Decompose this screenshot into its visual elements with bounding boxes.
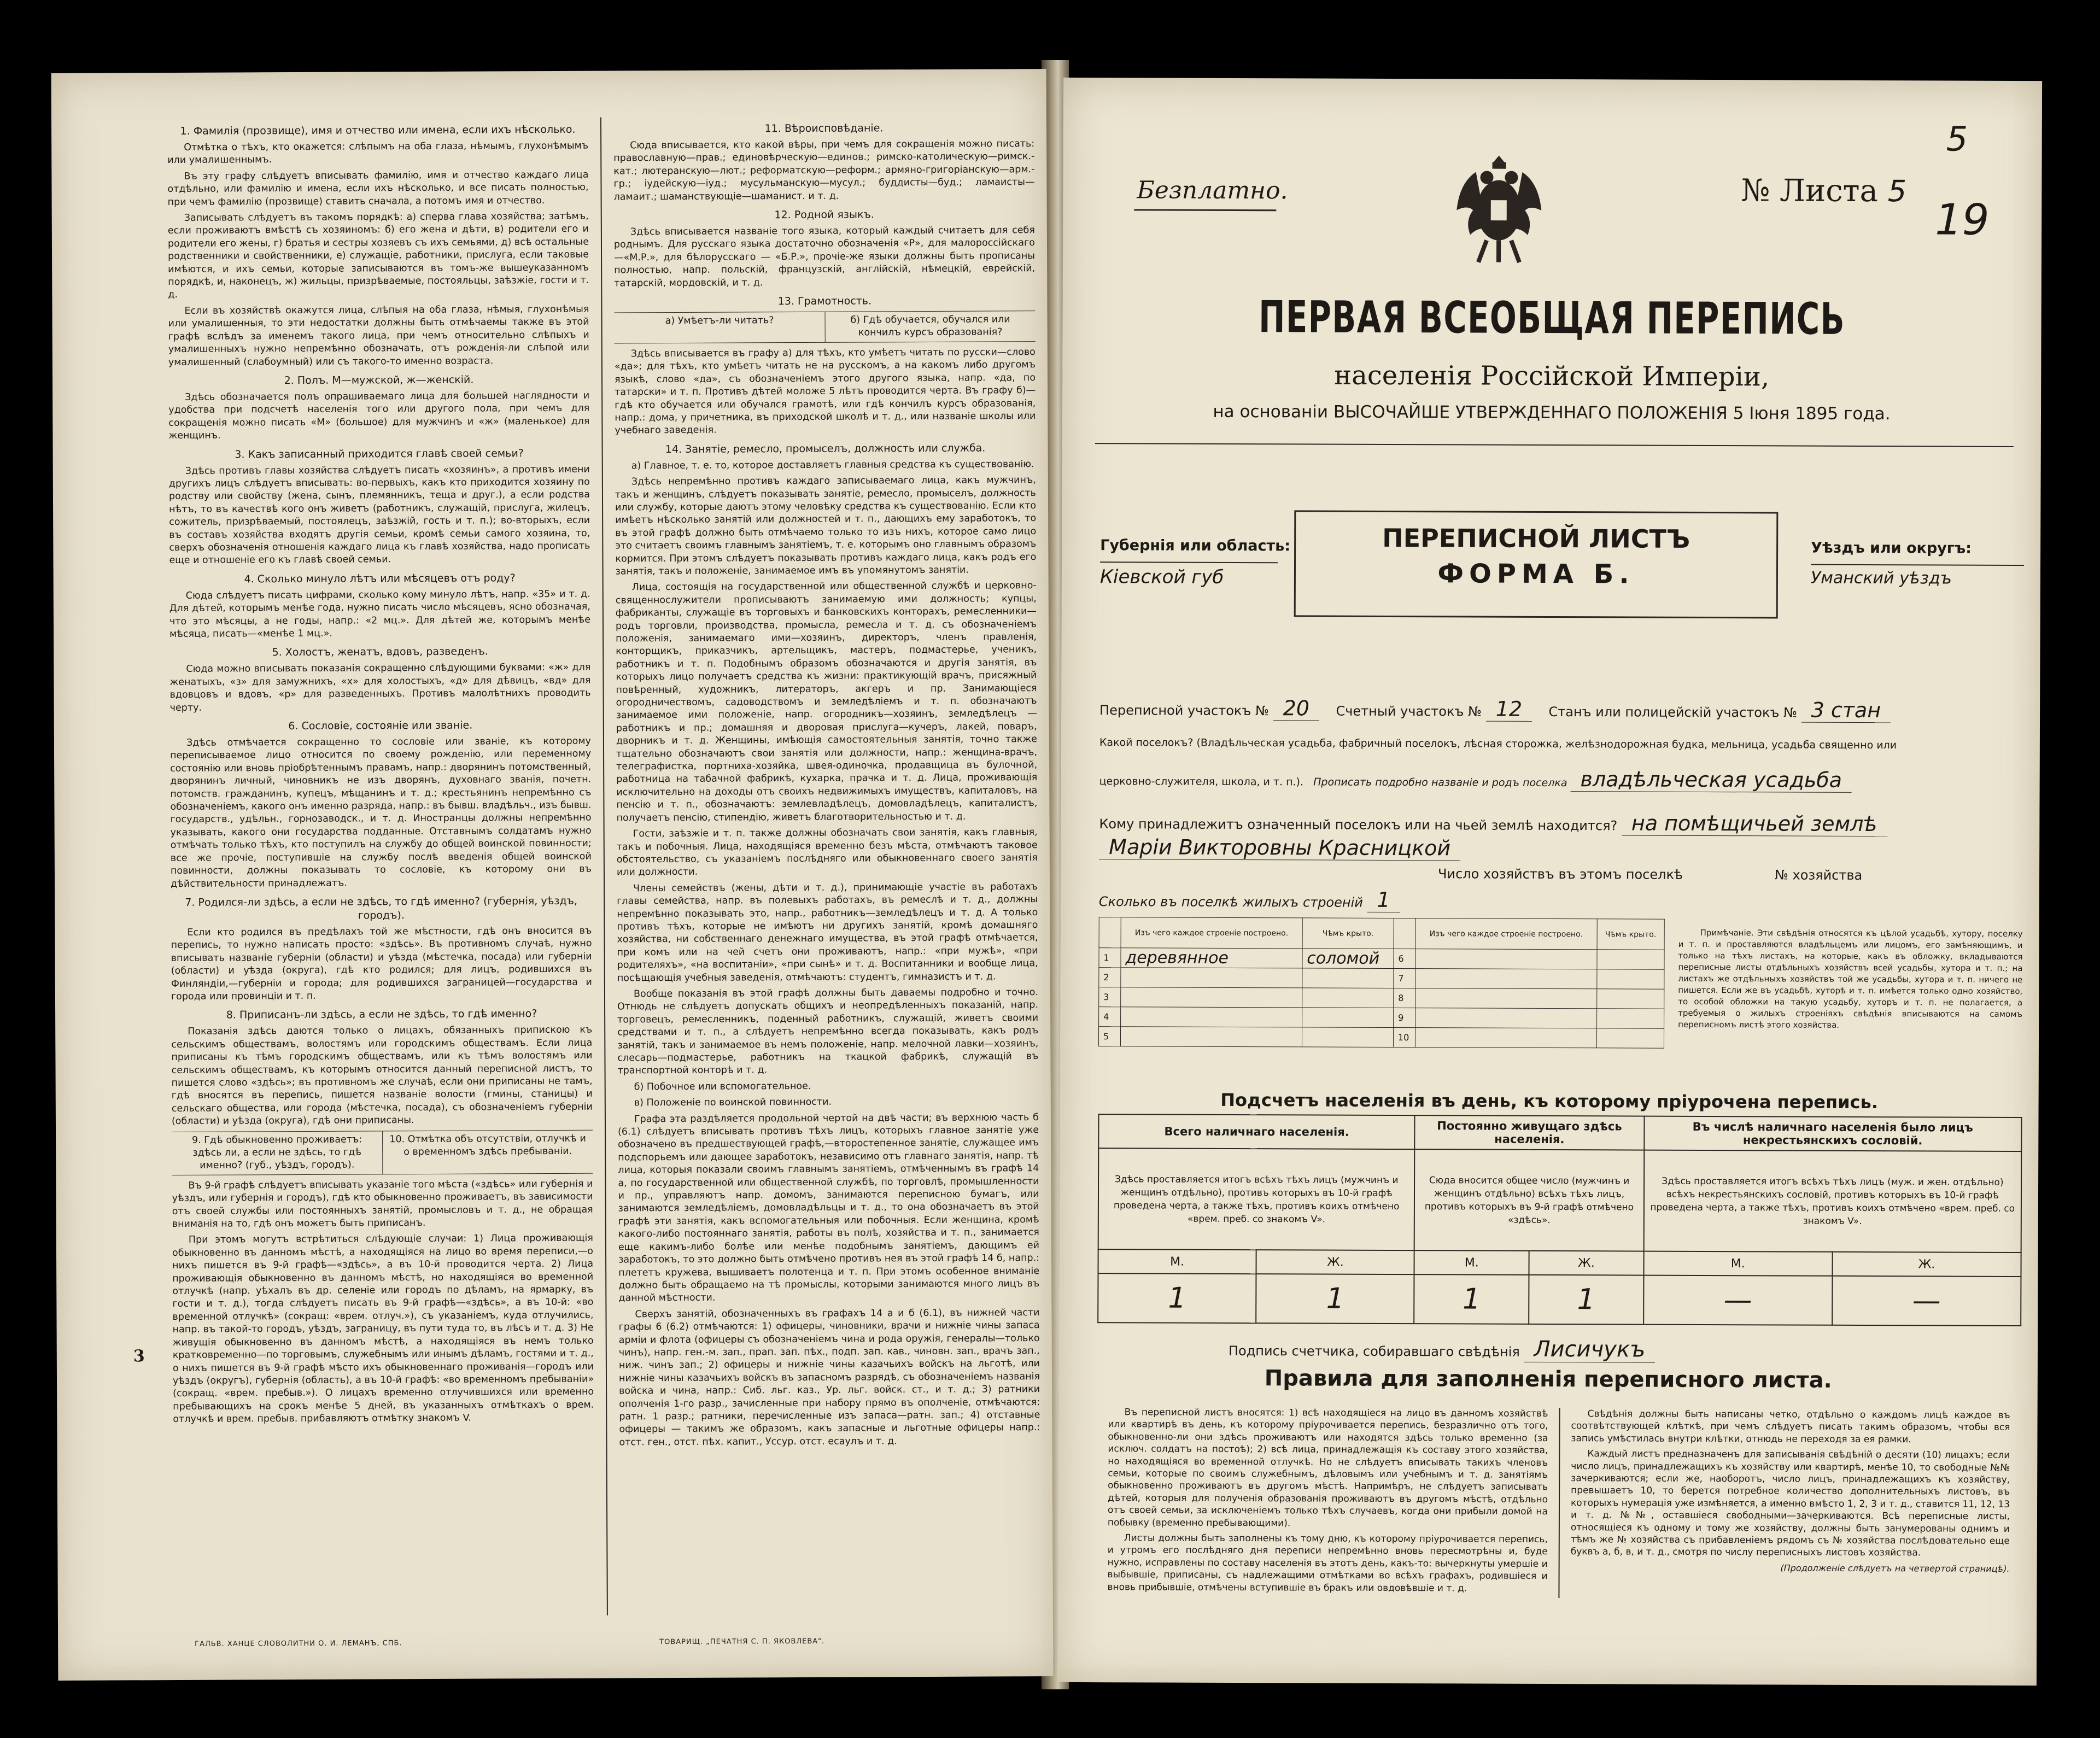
building-roof (1597, 969, 1664, 989)
uezd-label: Уѣздъ или округъ: (1811, 539, 1972, 557)
owner-line (1099, 809, 2023, 836)
building-material (1415, 988, 1597, 1009)
instructions-column-2 (601, 115, 1053, 1616)
rules-paragraph: Листы должны быть заполнены къ тому дню, къ которому пріурочивается перепись, и утромъ его послѣдняго дня переписи непремѣнно вновь пересмотрѣны и, буде нужно, исправлены по составу населенія въ этотъ день, какъ-то: вычеркнуты умершіе и выбывшіе, приписаны, съ надлежащими отмѣтками во всѣхъ графахъ, родившіеся и вновь прибывшіе, отмѣчены вступившіе въ бракъ или овдовѣвшіе и т. д. (1107, 1532, 1548, 1594)
page-number: 3 (133, 1347, 145, 1366)
buildings-line (1099, 887, 2023, 914)
corner-note-side: 19 (1935, 195, 1990, 245)
section-paragraph: Здѣсь обозначается полъ опрашиваемаго лица для большей наглядности и удобства при подсчетѣ населенія того или другого пола, при чемъ для сокращенія можно писать «М» (большое) для мужчинъ и «ж» (маленькое) для женщинъ. (168, 390, 590, 442)
count-mf-label: Ж. (1529, 1251, 1644, 1275)
houses-header-roof-1: Чѣмъ крыто. (1302, 918, 1394, 949)
owner-question: Кому принадлежитъ означенный поселокъ или на чьей землѣ находится? (1099, 816, 1618, 834)
building-roof (1596, 989, 1664, 1009)
section-paragraph: Сюда слѣдуетъ писать цифрами, сколько кому минуло лѣтъ, напр. «35» и т. д. Для дѣтей, которымъ менѣе года, нужно писать число мѣсяцевъ, ясно обозначая, что это мѣсяцы, а не годы, напр.: «2 мц.». Для дѣтей же, которымъ менѣе мѣсяца, писать—«менѣе 1 мц.». (169, 588, 591, 640)
column-header: 10. Отмѣтка объ отсутствіи, отлучкѣ и о временномъ здѣсь пребываніи. (382, 1130, 593, 1174)
rules-columns (1096, 1406, 2021, 1600)
section-heading: 7. Родился-ли здѣсь, а если не здѣсь, то гдѣ именно? (губернія, уѣздъ, городъ). (185, 894, 578, 922)
table-row (1098, 1027, 1664, 1049)
instructions-column-1 (155, 118, 607, 1618)
row-number: 1 (1099, 948, 1121, 968)
stan-label: Станъ или полицейскій участокъ № (1548, 704, 1798, 721)
section-paragraph: Сверхъ занятій, обозначенныхъ въ графахъ 14 а и б (6.1), въ нижней части графы 6 (6.2) отмѣчаются: 1) офицеры, чиновники, врачи и нижніе чины запаса армiи и флота (офицеры съ обозначеніемъ чина и рода оружія, генералы—только чинъ), напр. ген.-м. зап., прап. зап. пѣх., подп. зап. кав., чиновн. зап., врачъ зап., ниж. чинъ зап.; 2) офицеры и нижніе чины казачьихъ войскъ на льготѣ, или нижніе чины казачьихъ войскъ въ запасномъ разрядѣ, съ обозначеніемъ названія войска и чина, напр.: Сиб. льг. каз., Ур. льг. войск. ст., и т. д.; 3) ратники ополченія 1-го разр., зачисленные при набору прямо въ ополченіе, отмѣчаются: ратн. 1 разр.; ратники, перечисленные изъ запаса—ратн. зап.; 4) отставные офицеры — такимъ же образомъ, какъ запасные и льготные офицеры напр.: отст. ген., отст. пѣх. капит., Уссур. отст. есаулъ и т. д. (618, 1307, 1040, 1448)
stan-value: 3 стан (1801, 698, 1891, 723)
census-subtitle: населенія Россійской Имперіи, (1334, 360, 1770, 393)
building-material (1121, 968, 1302, 988)
row-number: 2 (1099, 968, 1121, 987)
houses-header-material-1: Изъ чего каждое строеніе построено. (1121, 917, 1302, 949)
row-number: 7 (1394, 969, 1415, 988)
population-count-table (1097, 1114, 2022, 1326)
section-paragraph: Гости, заѣзжіе и т. п. также должны обозначать свои занятія, какъ главныя, такъ и побочныя. Лица, находящіяся временно безъ мѣста, отмѣчаютъ таковое обстоятельство, съ указаніемъ послѣдняго или обыкновеннаго своего занятія или должности. (616, 827, 1038, 878)
count-mf-label: Ж. (1832, 1252, 2021, 1277)
rules-column-2 (1558, 1408, 2021, 1600)
building-material (1121, 1007, 1302, 1027)
row-number: 6 (1394, 949, 1415, 969)
count-header-permanent: Постоянно живущаго здѣсь населенія. (1415, 1115, 1644, 1150)
owner-value-1: на помѣщичьей землѣ (1622, 811, 1887, 836)
section-paragraph: Сюда вписывается, кто какой вѣры, при чемъ для сокращенія можно писать: православную—прав.; единовѣрческую—единов.; римско-католическую—римск.-кат.; лютеранскую—лют.; реформатскую—реформ.; армяно-григоріанскую—арм.-гр.; іудейскую—іуд.; мусульманскую—мусул.; буддисты—буд.; ламаисты—ламаит.; шаманствующіе—шаманист. и т. д. (613, 138, 1035, 203)
section-paragraph: Члены семействъ (жены, дѣти и т. д.), принимающіе участіе въ работахъ главы семейства, напр. въ полевыхъ работахъ, въ ремеслѣ и т. д., должны непремѣнно показывать это, напр., работникъ—земледѣлецъ и т. д. А только противъ тѣхъ, которые не имѣютъ ни другихъ занятій, кромѣ домашняго хозяйства, ни собственнаго денежнаго имущества, въ этой графѣ отмѣчается, при комъ или на чей счетъ они проживаютъ, напр.: «при мужѣ», «при родителяхъ», «на воспитаніи», «при сынѣ» и т. д. Воспитанники и вообще лица, посѣщающія учебныя заведенія, отмѣчаютъ: студентъ, гимназистъ и т. д. (617, 881, 1038, 984)
section-paragraph: а) Главное, т. е. то, которое доставляетъ главныя средства къ существованію. (631, 458, 1034, 472)
printer-imprint-right: ТОВАРИЩ. „ПЕЧАТНЯ С. П. ЯКОВЛЕВА". (659, 1637, 825, 1647)
building-material (1415, 1008, 1597, 1028)
section-paragraph: Показанія здѣсь даются только о лицахъ, обязанныхъ припискою къ сельскимъ обществамъ, волостямъ или городскимъ обществамъ. Если лица приписаны къ тѣмъ городскимъ обществамъ, или къ тѣмъ волостямъ или сельскимъ обществамъ, къ которымъ относится данный переписной листъ, то пишется слово «здѣсь»; въ противномъ же случаѣ, если они приписаны не тамъ, гдѣ вносятся въ перепись, пишется названіе волости (гмины, станицы) и сельскаго общества, или города (мѣстечка, посада), съ обозначеніемъ губерніи (области) и уѣзда (округа), гдѣ они приписаны. (171, 1025, 593, 1127)
section-paragraph: Здѣсь противъ главы хозяйства слѣдуетъ писать «хозяинъ», а противъ имени другихъ лицъ слѣдуетъ вписывать: во-первыхъ, какъ кто приходится хозяину по родству или свойству (жена, сынъ, племянникъ, теща и друг.), а если родства нѣтъ, то въ качествѣ кого онъ живетъ (работникъ, служащій, прислуга, жилецъ, сожитель, призрѣваемый, постоялецъ, заѣзжій, гость и т. п.); во-вторыхъ, если въ составъ хозяйства входятъ другія семьи, кромѣ семьи самого хозяина, то, сверхъ обозначенія отношенія каждаго лица къ главѣ хозяйства, надо прописать еще и отношеніе его къ главѣ своей семьи. (168, 464, 590, 566)
buildings-label: Сколько въ поселкѣ жилыхъ строеній (1098, 894, 1363, 910)
household-number-label: № хозяйства (1774, 867, 1863, 883)
sheet-number (1741, 173, 1906, 209)
title-rule (1095, 443, 2014, 447)
section-heading: 14. Занятіе, ремесло, промыселъ, должность или служба. (665, 442, 986, 455)
building-material (1121, 987, 1302, 1008)
section-paragraph: б) Побочное или вспомогательное. (634, 1080, 811, 1093)
corner-note-top: 5 (1946, 119, 1968, 159)
uchastok-line (1099, 695, 2023, 723)
section-paragraph: Здѣсь вписывается въ графу а) для тѣхъ, кто умѣетъ читать по русски—слово «да»; для тѣхъ, кто умѣетъ читать не на русскомъ, а на какомъ либо другомъ языкѣ, слово «да», съ обозначеніемъ этого другого языка, напр. «да, по татарски» и т. п. Противъ дѣтей моложе 5 лѣтъ проводится черта. Въ графу б)—гдѣ кто обучается или обучался грамотѣ, или гдѣ кончилъ курсъ образованія, напр.: дома, у причетника, въ приходской школѣ и т. д., или названіе школы или учебнаго заведенія. (614, 347, 1036, 436)
form-subtitle: ФОРМА Б. (1437, 558, 1635, 590)
building-roof (1596, 1009, 1664, 1028)
section-paragraph: в) Положеніе по воинской повинности. (634, 1096, 832, 1109)
section-paragraph: Если кто родился въ предѣлахъ той же мѣстности, гдѣ онъ вносится въ перепись, то нужно написать просто: «здѣсь». Въ противномъ случаѣ, нужно вписывать названіе губерніи (области) и уѣзда (мѣстечка, посада) или губерніи (области) и уѣзда (округа), гдѣ кто родился; для лицъ, родившихся въ Финляндіи,—губерніи и города; для родившихся заграницей—государства и города или провинціи и т. п. (171, 925, 592, 1002)
rules-title: Правила для заполненія переписного листа. (1264, 1366, 1832, 1393)
column-header: а) Умѣетъ-ли читать? (665, 315, 774, 327)
section-paragraph: Записывать слѣдуетъ въ такомъ порядкѣ: а) сперва глава хозяйства; затѣмъ, если проживаютъ вмѣстѣ съ хозяиномъ: б) его жена и дѣти, в) родители его и родители его жены, г) братья и сестры хозяевъ съ ихъ семьями, д) всѣ остальные родственники и свойственники, е) служащіе, работники, прислуга, если таковые имѣются, и ихъ семьи, которые записываются въ томъ-же вышеуказанномъ порядкѣ, и, наконецъ, ж) жильцы, призрѣваемые, постояльцы, зaѣзжіе, гости и т. д. (167, 210, 589, 301)
section-paragraph: Лица, состоящія на государственной или общественной службѣ и церковно-священнослужители прописываютъ занимаемую ими должность; купцы, фабриканты, служащіе въ торговыхъ и банковскихъ конторахъ, ремесленники—родъ торговли, производства, промысла, ремесла и т. д. съ обозначеніемъ положенія, занимаемаго ими—хозяинъ, директоръ, членъ правленія, конторщикъ, приказчикъ, артельщикъ, мастеръ, подмастерье, ученикъ, работникъ и т. п. Подобнымъ образомъ обозначаются и другія занятія, въ которыхъ лицо получаетъ средства къ жизни: практикующій врачъ, присяжный повѣренный, художникъ, литераторъ, акгеръ и пр. Занимающіеся огородничествомъ, садоводствомъ и земледѣліемъ и т. п. обозначаютъ занимаемое ими положеніе, напр. огородникъ—хозяинъ, земледѣлецъ — работникъ и пр.; домашняя и дворовая прислуга—кучеръ, лакей, поваръ, дворникъ и т. д. Женщины, имѣющія самостоятельныя занятія, точно также тщательно обозначаютъ свои занятія или должности, напр.: женщина-врачъ, телеграфистка, портниха-хозяйка, швея-одиночка, продавщица въ булочной, работница на табачной фабрикѣ, кухарка, прачка и т. д. Лица, проживающія исключительно на доходы отъ своихъ недвижимыхъ имуществъ, капиталовъ, на пенсію и т. п., обозначаютъ: землевладѣлецъ, домовладѣлецъ, капиталистъ, получаетъ пенсію, стипендію, живетъ благотворительностью и т. д. (615, 580, 1038, 824)
count-mf-label: М. (1098, 1249, 1256, 1274)
count-desc-non-peasant: Здѣсь проставляется итогъ всѣхъ тѣхъ лицъ (муж. и жен. отдѣльно) всѣхъ некрестьянскихъ сословій, противъ которыхъ въ 10-й графѣ проведена черта, а также тѣхъ, противъ коихъ отмѣчено «врем. преб. со знакомъ V». (1643, 1150, 2021, 1253)
row-number: 4 (1099, 1007, 1121, 1027)
section-heading: 13. Грамотность. (777, 295, 872, 308)
column-header: б) Гдѣ обучается, обучался или кончилъ курсъ образованія? (825, 311, 1036, 342)
printer-imprint-left: ГАЛЬВ. ХАНЦЕ СЛОВОЛИТНИ О. И. ЛЕМАНЪ, СПБ. (195, 1639, 402, 1648)
building-roof (1302, 968, 1394, 988)
uchastok-label: Переписной участокъ № (1099, 703, 1270, 719)
imperial-eagle-emblem (1454, 150, 1545, 268)
census-basis: на основаніи ВЫСОЧАЙШЕ УТВЕРЖДЕННАГО ПОЛОЖЕНІЯ 5 Іюня 1895 года. (1213, 401, 1891, 424)
rules-paragraph: Каждый листъ предназначенъ для записыванія свѣдѣній о десяти (10) лицахъ; если число лицъ, принадлежащихъ къ хозяйству или квартирѣ, менѣе 10, то свободные №№ зачеркиваются; если же, наоборотъ, число лицъ, принадлежащихъ къ хозяйству, превышаетъ 10, то берется потребное количество дополнительныхъ листовъ, въ которыхъ нумерація уже измѣняется, а именно вмѣсто 1, 2, 3 и т. д., ставится 11, 12, 13 и т. д. №№, оставшіеся свободными—зачеркиваются. Всѣ переписные листы, относящіеся къ одному и тому же хозяйству, должны быть занумерованы однимъ и тѣмъ же № хозяйства съ прибавленіемъ рядомъ съ № хозяйства послѣдовательно еще буквъ а, б, в, и т. д., смотря по числу переписныхъ листовъ хозяйства. (1570, 1448, 2010, 1559)
count-header-non-peasant: Въ числѣ наличнаго населенія было лицъ некрестьянскихъ сословій. (1644, 1116, 2022, 1151)
section-paragraph: Въ 9-й графѣ слѣдуетъ вписывать указаніе того мѣста («здѣсь» или губернія и уѣздъ, или губернія и городъ), гдѣ кто обыкновенно проживаетъ, въ зависимости отъ своей службы или постоянныхъ занятій, промысловъ и т. д., не обращая вниманія на то, гдѣ онъ можетъ быть приписанъ. (172, 1178, 593, 1230)
section-paragraph: Вообще показанія въ этой графѣ должны быть даваемы подробно и точно. Отнюдь не слѣдуетъ допускать общихъ и неопредѣленныхъ показаній, напр. торговецъ, ремесленникъ, поденный работникъ, служащій, живетъ своими средствами и т. п., а слѣдуетъ непремѣнно всегда показывать, какъ родъ занятій, такъ и занимаемое въ немъ положеніе, напр. мелочной лавки—хозяинъ, слесарь—подмастерье, работникъ на ткацкой фабрикѣ, служащій въ транспортной конторѣ и т. д. (617, 987, 1039, 1076)
count-header-total: Всего наличнаго населенія. (1098, 1114, 1415, 1149)
count-desc-permanent: Сюда вносится общее число (мужчинъ и женщинъ отдѣльно) всѣхъ тѣхъ лицъ, противъ которыхъ въ 9-й графѣ отмѣчено «здѣсь». (1414, 1149, 1644, 1251)
gubernia-label: Губернія или область: (1100, 537, 1291, 555)
free-underline (1134, 209, 1276, 211)
row-number: 8 (1394, 988, 1415, 1008)
table-row (1099, 987, 1664, 1009)
owner-line-2 (1099, 835, 2023, 862)
columns-9-10-header (172, 1130, 593, 1175)
building-material (1120, 1027, 1302, 1047)
count-mf-label: М. (1643, 1251, 1832, 1276)
row-number: 3 (1099, 987, 1121, 1007)
owner-value-2: Маріи Викторовны Красницкой (1099, 835, 1460, 861)
population-count-title: Подсчетъ населенія въ день, къ которому пріурочена перепись. (1220, 1089, 1878, 1113)
sheet-number-value: 5 (1887, 174, 1907, 209)
section-paragraph: При этомъ могутъ встрѣтиться слѣдующіе случаи: 1) Лица проживающія обыкновенно въ данномъ мѣстѣ, а находящіяся на лицо во время переписи,—о нихъ пишется въ 9-й графѣ—«здѣсь», а въ 10-й проводится черта. 2) Лица проживающія обыкновенно въ данномъ мѣстѣ, но находящіяся во временной отлучкѣ (напр. уѣхалъ въ др. селеніе или городъ по дѣламъ, на ярмарку, въ гости и т. д.), тогда слѣдуетъ писать въ 9-й графѣ—«здѣсь», а въ 10-й: «во временной отлучкѣ» (сокращ: «врем. отлуч.»), съ указаніемъ, куда отлучились, напр. въ такой-то городъ, уѣздъ, заграницу, въ пути туда то, въ лѣсъ и т. д. 3) Не живущія обыкновенно въ данномъ мѣстѣ, а находящіяся въ немъ только кратковременно—по торговымъ, служебнымъ или инымъ дѣламъ, гостями и т. д., о нихъ пишется въ 9-й графѣ мѣсто ихъ обыкновеннаго проживанія—городъ или уѣздъ (округъ), губернія (область), а въ 10-й графѣ: «во временномъ пребываніи» (сокращ. «врем. пребыв.»). О лицахъ временно отлучившихся или временно пребывающихъ на срокъ менѣе 5 дней, въ указанныхъ отмѣткахъ о врем. отлучкѣ и врем. пребыв. прибавляютъ отмѣтку знакомъ V. (172, 1233, 594, 1425)
section-paragraph: Въ эту графу слѣдуетъ вписывать фамилію, имя и отчество каждаго лица отдѣльно, или фамилію и имена, если ихъ нѣсколько, и все писать полностью, при чемъ фамилію (прозвище) ставить сначала, а потомъ имя и отчество. (167, 169, 589, 208)
building-material: деревянное (1121, 948, 1302, 968)
count-value: 1 (1098, 1273, 1256, 1323)
table-row (1099, 948, 1664, 970)
section-heading: 3. Какъ записанный приходится главѣ своей семьи? (235, 447, 524, 461)
signature-label: Подпись счетчика, собиравшаго свѣдѣнія (1228, 1343, 1520, 1360)
section-heading: 1. Фамилія (прозвище), имя и отчество или имена, если ихъ нѣсколько. (180, 123, 576, 137)
houses-header-material-2: Изъ чего каждое строеніе построено. (1415, 918, 1597, 950)
section-heading: 6. Сословіе, состояніе или званіе. (288, 719, 473, 733)
count-mf-label: Ж. (1256, 1250, 1414, 1274)
count-value: 1 (1414, 1274, 1529, 1324)
section-paragraph: Если въ хозяйствѣ окажутся лица, слѣпыя на оба глаза, нѣмыя, глухонѣмыя или умалишенныя, то эти недостатки должны быть отмѣчаемы также въ этой графѣ вслѣдъ за именемъ такого лица, при чемъ относительно слѣпыхъ и умалишенныхъ нужно непремѣнно обозначать, отъ рожденія-ли слѣпой или умалишенный (слабоумный) или съ такого-то именно возраста. (168, 303, 589, 368)
section-paragraph: Здѣсь непремѣнно противъ каждаго записываемаго лица, какъ мужчинъ, такъ и женщинъ, слѣдуетъ показывать занятіе, ремесло, промыселъ, должность или службу, которые даютъ этому человѣку средства къ существованію. Если кто имѣетъ нѣсколько занятій или должностей и т. п., дающихъ ему заработокъ, то въ этой графѣ должно быть отмѣчаемо только то изъ нихъ, которое само лицо это считаетъ своимъ главнымъ занятіемъ, т. е. которымъ оно главнымъ образомъ кормится. При этомъ слѣдуетъ показывать противъ каждаго лица, какъ родъ его занятія, такъ и положеніе, занимаемое имъ въ упомянутомъ занятіи. (615, 475, 1037, 577)
households-label: Число хозяйствъ въ этомъ поселкѣ (1437, 866, 1683, 882)
building-material (1415, 1028, 1596, 1048)
rules-paragraph: Въ переписной листъ вносятся: 1) всѣ находящіеся на лицо въ данномъ хозяйствѣ или квартирѣ въ день, къ которому пріурочивается перепись, безразлично отъ того, обыкновенно-ли они здѣсь проживаютъ или находятся здѣсь только временно (за исключ. солдатъ на постоѣ); 2) всѣ лица, принадлежащія къ составу этого хозяйства, но находящіяся во временной отлучкѣ. Но не слѣдуетъ вписывать такихъ членовъ семьи, которые по своимъ служебнымъ, дѣловымъ или учебнымъ и т. д. занятіямъ обыкновенно проживаютъ въ другомъ мѣстѣ. Напримѣръ, не слѣдуетъ записывать дѣтей, которыя для полученія образованія проживаютъ въ другомъ мѣстѣ, отдѣльно отъ своей семьи, за исключеніемъ только тѣхъ случаевъ, когда они прибыли домой на побывку (временно пребывающими). (1107, 1407, 1548, 1529)
poselok-line (1099, 765, 2023, 793)
instructions-columns (155, 115, 1053, 1617)
section-heading: 11. Вѣроисповѣданіе. (764, 122, 884, 135)
census-title: ПЕРВАЯ ВСЕОБЩАЯ ПЕРЕПИСЬ (1259, 291, 1846, 344)
building-roof (1597, 950, 1664, 969)
literacy-subheader (615, 311, 1036, 343)
schet-label: Счетный участокъ № (1336, 703, 1482, 719)
right-page (1058, 78, 2042, 1686)
form-title-box (1294, 510, 1779, 618)
poselok-question: Какой поселокъ? (Владѣльческая усадьба, фабричный поселокъ, лѣсная сторожка, желѣзнодорожная будка, мельница, усадьба священно или (1099, 736, 1897, 752)
count-value: 1 (1256, 1274, 1414, 1324)
count-value: — (1643, 1275, 1832, 1325)
buildings-note: Примѣчаніе. Эти свѣдѣнія относятся къ цѣлой усадьбѣ, хутору, поселку и т. п. и проставляются владѣльцемъ или лицомъ, его замѣняющимъ, и только на тѣхъ листахъ, на которые, какъ въ обложку, вкладываются переписные листы отдѣльныхъ хозяйствъ всей усадьбы, хутора и т. п.; на листахъ же отдѣльныхъ хозяйствъ той же усадьбы, хутора и т. п. ничего не пишется. Если же въ усадьбѣ, хуторѣ и т. п. имѣется только одно хозяйство, то особой обложки на такую усадьбу, хуторъ и т. п. не полагается, а требуемыя о жилыхъ строеніяхъ свѣдѣнія вписываются на самомъ переписномъ листѣ этого хозяйства. (1678, 927, 2023, 1030)
section-paragraph: Здѣсь отмѣчается сокращенно то сословіе или званіе, къ которому переписываемое лицо относится по своему рожденію, или переменному состоянію или вновь пріобрѣтеннымъ правамъ, напр.: дворянинъ потомственный, дворянинъ личный, чиновникъ не изъ дворянъ, духовнаго званія, почетн. потомств. гражданинъ, купецъ, мѣщанинъ и т. д.; крестьянинъ непремѣнно съ обозначеніемъ, какого онъ именно разряда, напр.: въ бывш. владѣльч., изъ бывш. государств., удѣльн., горнозаводск., и т. д. Иностранцы должны непремѣнно указывать, какого они государства подданные. Отставнымъ солдатамъ нужно отмѣчать только тѣхъ, кто поступилъ на службу до общей воинской повинности; все же прочіе, поступившіе на службу послѣ введенія общей воинской повинности, должны показывать то сословіе, къ которому они въ дѣйствительности принадлежатъ. (170, 735, 592, 890)
free-label: Безплатно. (1137, 176, 1288, 205)
column-header: 9. Гдѣ обыкновенно проживаетъ: здѣсь ли, а если не здѣсь, то гдѣ именно? (губ., уѣздъ, городъ). (191, 1134, 362, 1172)
count-desc-total: Здѣсь проставляется итогъ всѣхъ тѣхъ лицъ (мужчинъ и женщинъ отдѣльно), противъ которыхъ въ 10-й графѣ проведена черта, а также тѣхъ, противъ коихъ отмѣчено «врем. преб. со знакомъ V». (1098, 1148, 1415, 1250)
building-roof: соломой (1302, 949, 1394, 969)
rules-column-1 (1096, 1406, 1559, 1598)
sheet-number-label: № Листа (1741, 173, 1879, 209)
count-mf-label: М. (1414, 1250, 1529, 1275)
gubernia-value: Кіевской губ (1100, 561, 1278, 588)
form-title: ПЕРЕПИСНОЙ ЛИСТЪ (1382, 523, 1690, 554)
schet-value: 12 (1486, 697, 1532, 722)
table-row (1099, 1007, 1664, 1029)
poselok-question-2: церковно-служителя, школа, и т. п.). (1099, 775, 1304, 788)
rules-paragraph: Свѣдѣнія должны быть написаны четко, отдѣльно о каждомъ лицѣ каждое въ соотвѣтствующей клѣткѣ, при чемъ слѣдуетъ писать такимъ образомъ, чтобы вся запись умѣстилась внутри клѣтки, отнюдь не переходя за ея рамки. (1571, 1408, 2010, 1446)
houses-header-roof-2: Чѣмъ крыто. (1597, 919, 1665, 950)
row-number: 10 (1393, 1028, 1415, 1048)
poselok-hint: Прописать подробно названіе и родъ поселка (1313, 776, 1567, 789)
section-paragraph: Здѣсь вписывается названіе того языка, который каждый считаетъ для себя роднымъ. Для русскаго языка достаточно обозначенія «Р», для малороссійскаго—«М.Р.», для бѣлорусскаго — «Б.Р.», прочіе-же языки должны быть прописаны полностью, напр. польскій, французскій, англійскій, нѣмецкій, еврейскій, татарскій, мордовскій, и т. д. (613, 225, 1036, 289)
buildings-value: 1 (1367, 888, 1400, 912)
signature-value: Лисичукъ (1524, 1337, 1655, 1363)
section-heading: 2. Полъ. М—мужской, ж—женскій. (284, 373, 474, 387)
building-material (1415, 969, 1597, 989)
building-roof (1596, 1028, 1664, 1048)
section-paragraph: Отмѣтка о тѣхъ, кто окажется: слѣпымъ на оба глаза, нѣмымъ, глухонѣмымъ или умалишеннымъ. (167, 140, 589, 166)
section-heading: 8. Приписанъ-ли здѣсь, а если не здѣсь, то гдѣ именно? (226, 1008, 537, 1021)
poselok-value: владѣльческая усадьба (1571, 767, 1852, 793)
uezd-value: Уманский уѣздъ (1811, 564, 2024, 588)
building-roof (1302, 1008, 1393, 1028)
section-heading: 12. Родной языкъ. (774, 208, 874, 221)
count-value: 1 (1529, 1275, 1643, 1325)
count-value: — (1832, 1276, 2021, 1326)
households-line (1099, 865, 2023, 883)
enumerator-signature-line (1229, 1336, 1655, 1362)
building-roof (1302, 1027, 1393, 1048)
row-number: 5 (1098, 1027, 1120, 1046)
building-roof (1302, 988, 1393, 1008)
left-page (51, 69, 1054, 1681)
rules-continued-note: (Продолженіе слѣдуетъ на четвертой страницѣ). (1780, 1563, 2010, 1574)
section-heading: 4. Сколько минуло лѣтъ или мѣсяцевъ отъ роду? (244, 572, 516, 586)
uchastok-value: 20 (1273, 696, 1320, 721)
table-row (1099, 968, 1664, 990)
buildings-table (1098, 917, 1665, 1049)
building-material (1415, 949, 1597, 969)
section-heading: 5. Холостъ, женатъ, вдовъ, разведенъ. (272, 645, 488, 659)
section-paragraph: Сюда можно вписывать показанія сокращенно слѣдующими буквами: «ж» для женатыхъ, «з» для замужнихъ, «х» для холостыхъ, «д» для дѣвицъ, «вд» для вдовцовъ и вдовъ, «р» для разведенныхъ. Противъ малолѣтнихъ проводить черту. (169, 662, 591, 713)
row-number: 9 (1394, 1008, 1415, 1028)
section-paragraph: Графа эта раздѣляется продольной чертой на двѣ части; въ верхнюю часть б (6.1) слѣдуетъ вписывать противъ тѣхъ лицъ, которыхъ главное занятіе уже обозначено въ предшествующей графѣ,—второстепенное занятіе, служащее имъ подспорьемъ или дающее заработокъ, независимо отъ главнаго занятія, напр. тѣ лица, которыя показали своимъ главнымъ занятіемъ, отмѣченнымъ въ графѣ 14 а, по государственной или общественной службѣ, по торговлѣ, промышленности и пр., управляютъ напр. домомъ, занимаются переписною бумагъ, или занимаются земледѣліемъ, домовладѣльцы и т. д., то она обозначаетъ въ этой графѣ эти занятія, какъ вспомогательныя или побочныя. Если женщина, кромѣ какого-либо постояннаго занятія, работы въ полѣ, хозяйства и т. п., занимается еще какимъ-либо болѣе или менѣе подобнымъ занятіемъ, дающимъ ей заработокъ, то это должно быть отмѣчено противъ нея въ этой графѣ 14 б, напр.: плететъ кружева, вышиваетъ полотенца и т. п. При этомъ особенное вниманіе должно быть обращаемо на тѣ промыслы, которыми занимаются много лицъ въ данной мѣстности. (618, 1111, 1040, 1304)
